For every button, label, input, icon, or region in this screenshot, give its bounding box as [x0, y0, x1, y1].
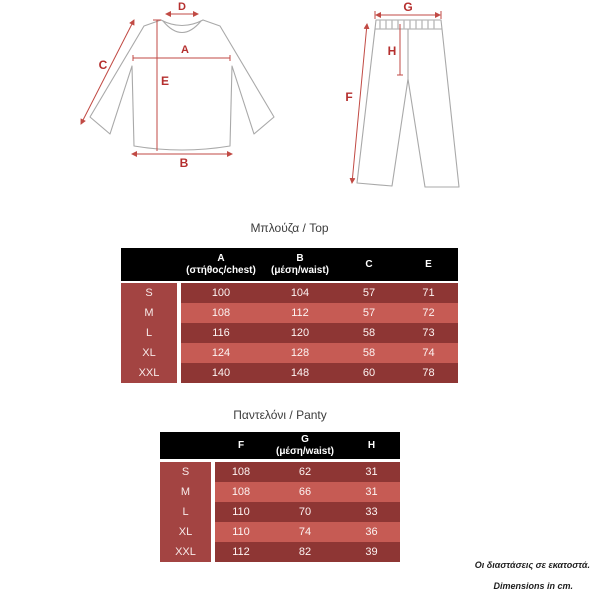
cell-a: 124: [181, 343, 261, 363]
header-sub-b: (μέση/waist): [270, 264, 330, 276]
cell-f: 112: [215, 542, 267, 562]
header-col-f: [215, 432, 267, 459]
table-row-l: [121, 323, 458, 343]
table-row-m: [160, 482, 400, 502]
top-table-header-row: [121, 248, 458, 283]
cell-a: 108: [181, 303, 261, 323]
cell-f: 110: [215, 502, 267, 522]
pants-outline: [357, 20, 459, 187]
header-empty-cell: [121, 248, 181, 281]
shirt-label-c: C: [98, 58, 108, 72]
top-size-table: [121, 248, 458, 383]
pants-table-title: Παντελόνι / Panty: [233, 408, 327, 422]
header-sub-g: (μέση/waist): [275, 445, 335, 457]
pants-table-header-row: [160, 432, 400, 462]
header-letter-f: F: [237, 439, 245, 451]
pants-label-f: F: [345, 90, 353, 104]
cell-h: 31: [343, 482, 400, 502]
cell-b: 112: [261, 303, 339, 323]
cell-e: 78: [399, 363, 458, 383]
footnote-english: Dimensions in cm.: [493, 581, 573, 591]
header-col-a: [181, 248, 261, 281]
size-label: XL: [121, 343, 177, 363]
table-row-xxl: [160, 542, 400, 562]
pants-label-h: H: [387, 44, 397, 58]
cell-b: 104: [261, 283, 339, 303]
shirt-measurement-diagram: [60, 0, 300, 200]
cell-f: 108: [215, 462, 267, 482]
cell-c: 57: [339, 283, 399, 303]
footnote-greek: Οι διαστάσεις σε εκατοστά.: [474, 560, 590, 570]
pants-size-table: [160, 432, 400, 562]
cell-a: 100: [181, 283, 261, 303]
cell-f: 108: [215, 482, 267, 502]
header-letter-a: A: [217, 252, 225, 264]
shirt-label-a: A: [181, 44, 189, 56]
cell-f: 110: [215, 522, 267, 542]
size-label: XL: [160, 522, 211, 542]
cell-h: 33: [343, 502, 400, 522]
cell-a: 116: [181, 323, 261, 343]
header-sub-a: (στήθος/chest): [186, 264, 256, 276]
size-label: L: [160, 502, 211, 522]
cell-g: 62: [267, 462, 343, 482]
cell-g: 82: [267, 542, 343, 562]
table-row-xxl: [121, 363, 458, 383]
cell-g: 74: [267, 522, 343, 542]
shirt-label-d: D: [178, 1, 186, 13]
header-letter-g: G: [301, 433, 309, 445]
size-label: L: [121, 323, 177, 343]
cell-c: 58: [339, 343, 399, 363]
table-row-s: [160, 462, 400, 482]
cell-b: 128: [261, 343, 339, 363]
header-col-h: [343, 432, 400, 459]
cell-c: 58: [339, 323, 399, 343]
table-row-s: [121, 283, 458, 303]
header-col-b: [261, 248, 339, 281]
header-col-e: [399, 248, 458, 281]
cell-c: 57: [339, 303, 399, 323]
cell-g: 66: [267, 482, 343, 502]
cell-e: 74: [399, 343, 458, 363]
cell-b: 148: [261, 363, 339, 383]
header-col-g: [267, 432, 343, 459]
measure-line-c: [81, 20, 134, 124]
top-table-title: Μπλούζα / Top: [250, 221, 329, 235]
cell-e: 73: [399, 323, 458, 343]
cell-b: 120: [261, 323, 339, 343]
cell-a: 140: [181, 363, 261, 383]
cell-e: 72: [399, 303, 458, 323]
pants-label-g: G: [403, 0, 413, 14]
cell-h: 36: [343, 522, 400, 542]
shirt-measurements: [81, 1, 232, 170]
size-label: M: [121, 303, 177, 323]
cell-h: 39: [343, 542, 400, 562]
header-letter-c: C: [365, 258, 373, 270]
cell-h: 31: [343, 462, 400, 482]
cell-g: 70: [267, 502, 343, 522]
size-label: S: [160, 462, 211, 482]
table-row-l: [160, 502, 400, 522]
header-letter-e: E: [425, 258, 432, 270]
shirt-label-e: E: [161, 74, 170, 88]
table-row-xl: [121, 343, 458, 363]
header-empty-cell: [160, 432, 215, 459]
table-row-xl: [160, 522, 400, 542]
size-label: S: [121, 283, 177, 303]
size-label: M: [160, 482, 211, 502]
header-letter-b: B: [296, 252, 304, 264]
size-label: XXL: [121, 363, 177, 383]
table-row-m: [121, 303, 458, 323]
shirt-label-b: B: [179, 156, 189, 170]
pants-measurement-diagram: [330, 0, 510, 200]
shirt-outline: [90, 20, 274, 150]
header-letter-h: H: [367, 439, 376, 451]
cell-e: 71: [399, 283, 458, 303]
header-col-c: [339, 248, 399, 281]
cell-c: 60: [339, 363, 399, 383]
size-label: XXL: [160, 542, 211, 562]
